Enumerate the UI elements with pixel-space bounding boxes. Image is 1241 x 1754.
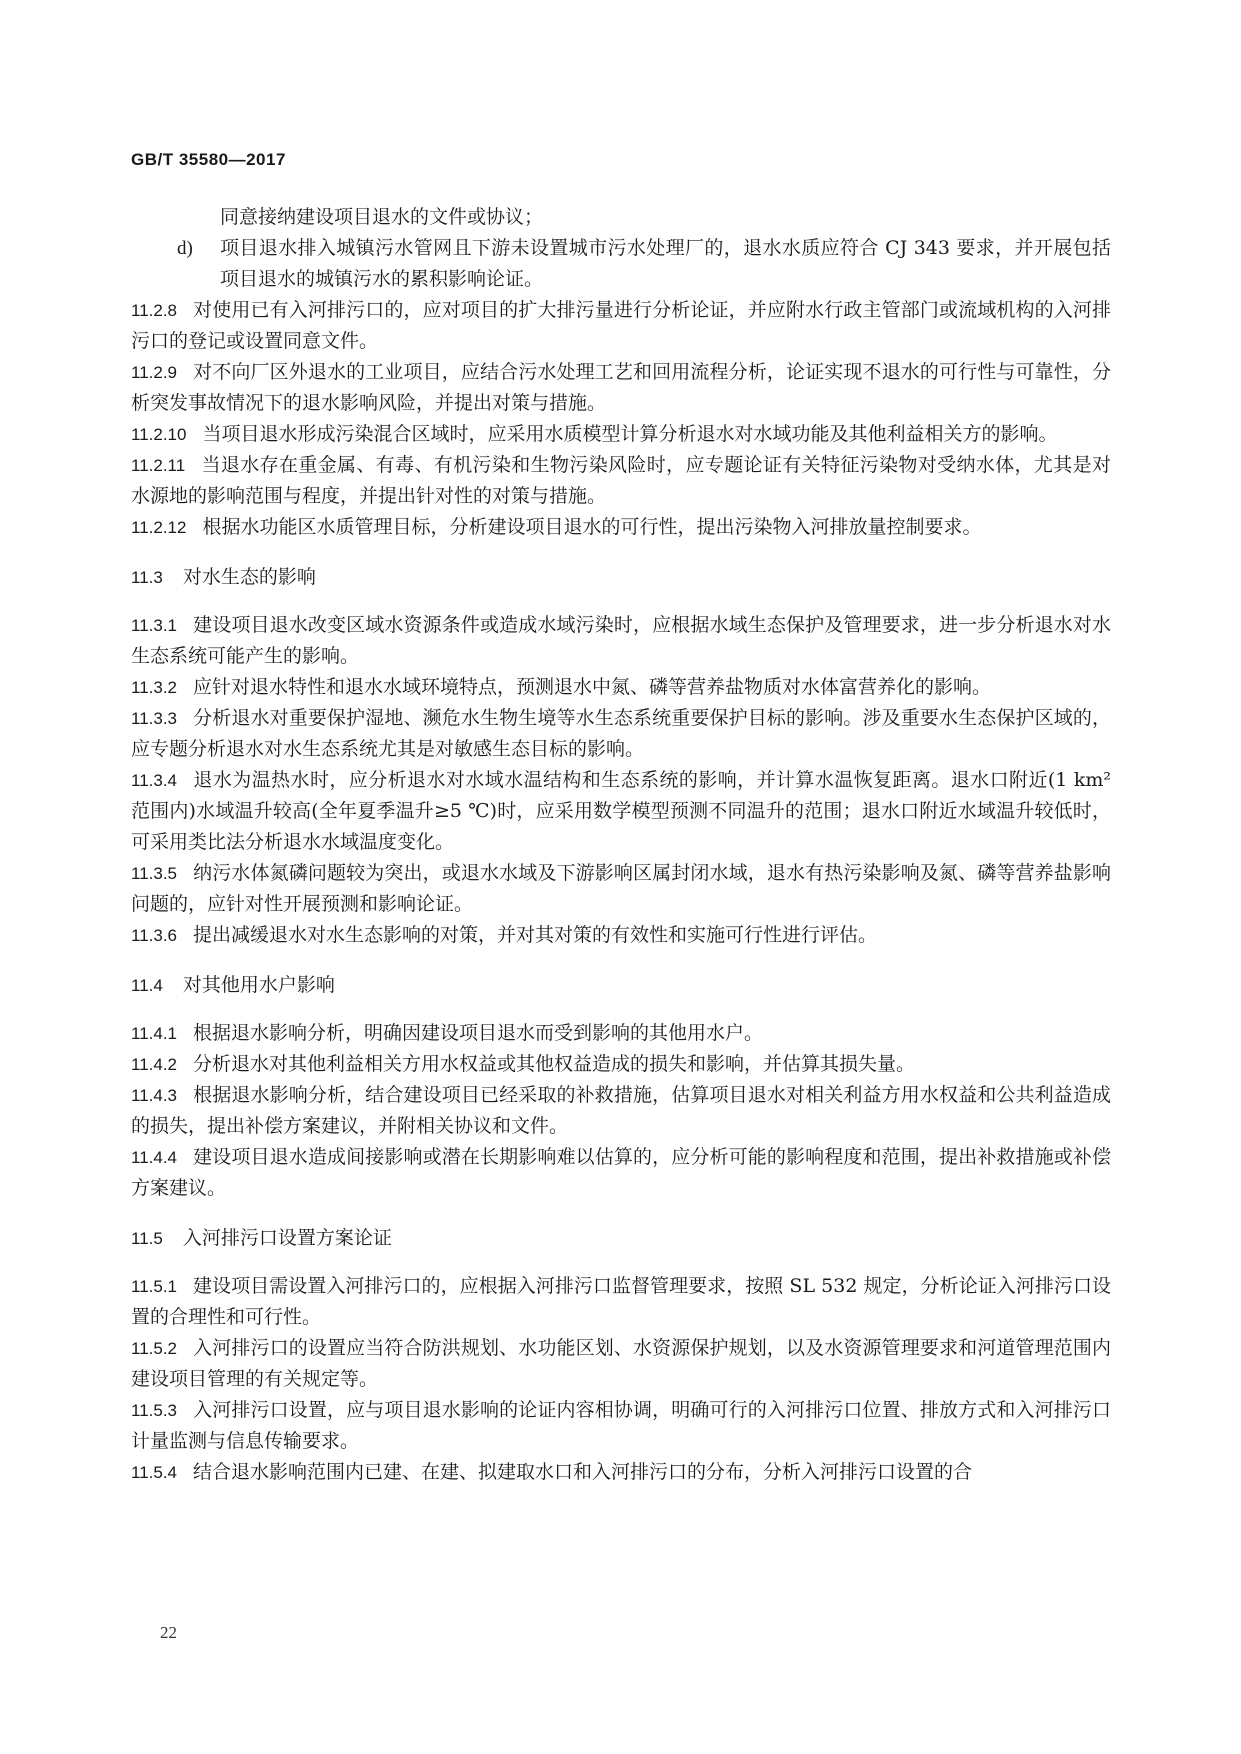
clause-paragraph [131, 1080, 1111, 1142]
clause-paragraph [131, 1333, 1111, 1395]
clause-text: 当项目退水形成污染混合区域时，应采用水质模型计算分析退水对水域功能及其他利益相关方的影响。 [202, 423, 1058, 445]
clause-number: 11.2.11 [131, 456, 186, 475]
section-title: 对水生态的影响 [182, 566, 316, 588]
clause-paragraph [131, 1049, 1111, 1080]
clause-number: 11.3.3 [131, 709, 178, 728]
clause-paragraph [131, 765, 1111, 858]
clause-paragraph [131, 295, 1111, 357]
continued-text: 同意接纳建设项目退水的文件或协议； [220, 206, 544, 228]
clause-text: 提出减缓退水对水生态影响的对策，并对其对策的有效性和实施可行性进行评估。 [193, 924, 878, 946]
clause-number: 11.2.12 [131, 518, 187, 537]
list-item-marker: d) [177, 238, 193, 259]
clause-number: 11.3.1 [131, 616, 178, 635]
clause-text: 根据水功能区水质管理目标，分析建设项目退水的可行性，提出污染物入河排放量控制要求。 [202, 516, 982, 538]
clause-number: 11.5.3 [131, 1401, 178, 1420]
clause-number: 11.2.10 [131, 425, 187, 444]
section-title: 入河排污口设置方案论证 [182, 1227, 392, 1249]
clause-text: 纳污水体氮磷问题较为突出，或退水水域及下游影响区属封闭水域，退水有热污染影响及氮、磷等营养盐影响问题的，应针对性开展预测和影响论证。 [131, 862, 1111, 915]
clause-text: 入河排污口的设置应当符合防洪规划、水功能区划、水资源保护规划，以及水资源管理要求和河道管理范围内建设项目管理的有关规定等。 [131, 1337, 1111, 1390]
clause-text: 入河排污口设置，应与项目退水影响的论证内容相协调，明确可行的入河排污口位置、排放方式和入河排污口计量监测与信息传输要求。 [131, 1399, 1111, 1452]
section-number: 11.5 [131, 1229, 163, 1248]
clause-number: 11.2.8 [131, 301, 178, 320]
clause-text: 根据退水影响分析，结合建设项目已经采取的补救措施，估算项目退水对相关利益方用水权益和公共利益造成的损失，提出补偿方案建议，并附相关协议和文件。 [131, 1084, 1111, 1137]
clause-text: 对不向厂区外退水的工业项目，应结合污水处理工艺和回用流程分析，论证实现不退水的可行性与可靠性，分析突发事故情况下的退水影响风险，并提出对策与措施。 [131, 361, 1111, 414]
list-item [131, 233, 1111, 295]
section-number: 11.4 [131, 976, 163, 995]
clause-number: 11.2.9 [131, 363, 178, 382]
list-item-text: 项目退水排入城镇污水管网且下游未设置城市污水处理厂的，退水水质应符合 CJ 343 要求，并开展包括项目退水的城镇污水的累积影响论证。 [220, 237, 1111, 290]
section-heading [131, 562, 1111, 593]
section-title: 对其他用水户影响 [182, 974, 335, 996]
document-body [131, 202, 1111, 1488]
clause-paragraph [131, 512, 1111, 543]
clause-number: 11.3.2 [131, 678, 178, 697]
clause-paragraph [131, 920, 1111, 951]
clause-paragraph [131, 1142, 1111, 1204]
section-heading [131, 970, 1111, 1001]
clause-text: 建设项目退水造成间接影响或潜在长期影响难以估算的，应分析可能的影响程度和范围，提出补救措施或补偿方案建议。 [131, 1146, 1111, 1199]
clause-paragraph [131, 672, 1111, 703]
clause-number: 11.5.4 [131, 1463, 178, 1482]
clause-number: 11.4.3 [131, 1086, 178, 1105]
clause-number: 11.4.2 [131, 1055, 178, 1074]
clause-number: 11.4.4 [131, 1148, 178, 1167]
clause-text: 结合退水影响范围内已建、在建、拟建取水口和入河排污口的分布，分析入河排污口设置的合 [193, 1461, 973, 1483]
clause-text: 当退水存在重金属、有毒、有机污染和生物污染风险时，应专题论证有关特征污染物对受纳水体，尤其是对水源地的影响范围与程度，并提出针对性的对策与措施。 [131, 454, 1111, 507]
clause-paragraph [131, 1457, 1111, 1488]
clause-paragraph [131, 1271, 1111, 1333]
clause-paragraph [131, 703, 1111, 765]
page-number: 22 [160, 1623, 177, 1642]
clause-number: 11.5.1 [131, 1277, 178, 1296]
clause-number: 11.3.5 [131, 864, 178, 883]
clause-text: 应针对退水特性和退水水域环境特点，预测退水中氮、磷等营养盐物质对水体富营养化的影响。 [193, 676, 992, 698]
clause-number: 11.3.6 [131, 926, 178, 945]
clause-text: 分析退水对其他利益相关方用水权益或其他权益造成的损失和影响，并估算其损失量。 [193, 1053, 916, 1075]
clause-paragraph [131, 357, 1111, 419]
standard-code: GB/T 35580—2017 [131, 150, 286, 169]
clause-text: 建设项目退水改变区域水资源条件或造成水域污染时，应根据水域生态保护及管理要求，进一步分析退水对水生态系统可能产生的影响。 [131, 614, 1111, 667]
clause-number: 11.3.4 [131, 771, 178, 790]
clause-number: 11.5.2 [131, 1339, 178, 1358]
clause-text: 退水为温热水时，应分析退水对水域水温结构和生态系统的影响，并计算水温恢复距离。退水口附近(1 km² 范围内)水域温升较高(全年夏季温升≥5 ℃)时，应采用数学模型预测不同温升的范围；退水口附近水域温升较低时，可采用类比法分析退水水域温度变化。 [131, 769, 1111, 853]
clause-paragraph [131, 610, 1111, 672]
section-number: 11.3 [131, 568, 163, 587]
clause-paragraph [131, 1395, 1111, 1457]
clause-text: 分析退水对重要保护湿地、濒危水生物生境等水生态系统重要保护目标的影响。涉及重要水生态保护区域的，应专题分析退水对水生态系统尤其是对敏感生态目标的影响。 [131, 707, 1111, 760]
clause-text: 根据退水影响分析，明确因建设项目退水而受到影响的其他用水户。 [193, 1022, 764, 1044]
clause-text: 建设项目需设置入河排污口的，应根据入河排污口监督管理要求，按照 SL 532 规定，分析论证入河排污口设置的合理性和可行性。 [131, 1275, 1111, 1328]
clause-paragraph [131, 858, 1111, 920]
clause-number: 11.4.1 [131, 1024, 178, 1043]
section-heading [131, 1223, 1111, 1254]
clause-paragraph [131, 419, 1111, 450]
clause-text: 对使用已有入河排污口的，应对项目的扩大排污量进行分析论证，并应附水行政主管部门或流域机构的入河排污口的登记或设置同意文件。 [131, 299, 1111, 352]
clause-paragraph [131, 450, 1111, 512]
clause-paragraph [131, 1018, 1111, 1049]
